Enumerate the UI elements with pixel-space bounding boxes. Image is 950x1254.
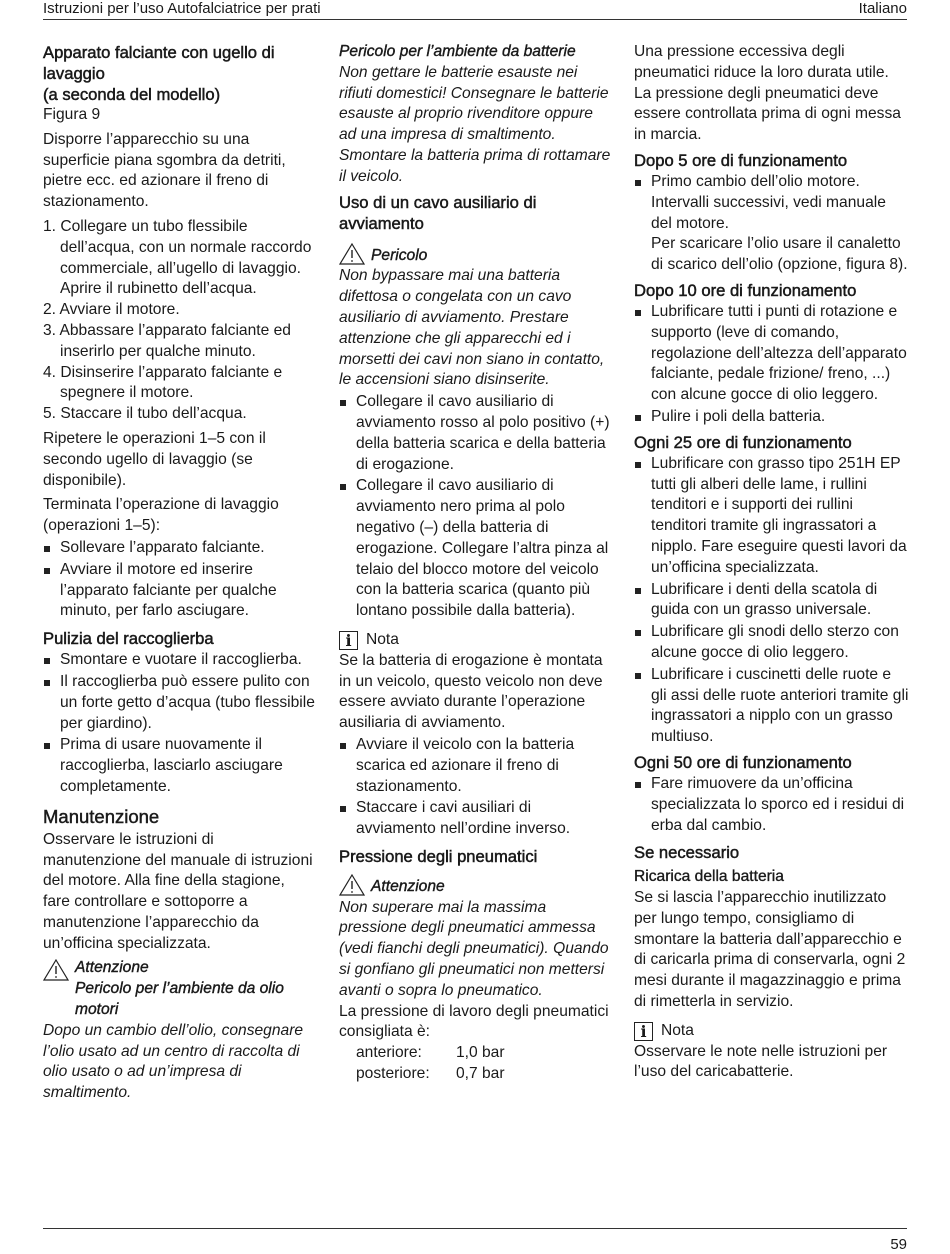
warning-text: Dopo un cambio dell’olio, consegnare l’olio usato ad un centro di raccolta di olio usato o ad un’impresa di smaltimento. xyxy=(43,1021,304,1102)
danger-text: Non bypassare mai una batteria difettosa o congelata con un cavo ausiliario di avviamento. Prestare attenzione che gli apparecchi ed i morsetti dei cavi non siano in contatto, le accensioni siano disinserite. xyxy=(339,267,605,389)
25h-list xyxy=(634,454,909,748)
list-item: Avviare il veicolo con la batteria scarica ed azionare il freno di stazionamento. xyxy=(339,735,611,797)
note-label: Nota xyxy=(661,1021,694,1039)
header-language: Italiano xyxy=(858,0,907,17)
list-item: Lubrificare tutti i punti di rotazione e supporto (leve di comando, regolazione dell’altezza dell’apparato falciante, pedale frizione/ freno, ...) con alcune gocce di olio leggero. xyxy=(634,302,909,406)
tyre-text: La pressione di lavoro degli pneumatici consigliata è: xyxy=(339,1002,609,1041)
after-list xyxy=(43,538,315,622)
info-icon: i xyxy=(634,1022,653,1041)
section-title-if-needed: Se necessario xyxy=(634,843,740,863)
tyre-warning-text: Non superare mai la massima pressione degli pneumatici ammessa (vedi fianchi degli pneumatici). Quando si gonfiano gli pneumatici non mettersi avanti o sopra lo pneumatico. xyxy=(339,898,609,999)
column-3 xyxy=(634,42,909,1083)
list-item: Lubrificare i denti della scatola di guida con un grasso universale. xyxy=(634,580,909,622)
note-list xyxy=(339,735,611,840)
recharge-title: Ricarica della batteria xyxy=(634,868,784,886)
list-item: Il raccoglierba può essere pulito con un forte getto d’acqua (tubo flessibile per giardino). xyxy=(43,672,315,734)
column-1 xyxy=(43,42,315,1104)
10h-list xyxy=(634,302,909,428)
recharge-text: Se si lascia l’apparecchio inutilizzato per lungo tempo, consigliamo di smontare la batteria dall’apparecchio e di caricarla prima di conservarla, ogni 2 mesi durante il magazzinaggio e prima di rimetterla in servizio. xyxy=(634,889,906,1011)
warning-label: Attenzione xyxy=(75,959,149,977)
warning-triangle-icon xyxy=(43,959,69,981)
section-title-maintenance: Manutenzione xyxy=(43,805,160,827)
list-item: Staccare i cavi ausiliari di avviamento nell’ordine inverso. xyxy=(339,798,611,840)
list-item: Primo cambio dell’olio motore. Intervalli successivi, vedi manuale del motore. Per scaricare l’olio usare il canaletto di scarico dell’olio (opzione, figura 8). xyxy=(634,172,909,276)
note-box xyxy=(339,630,611,651)
note-text: Osservare le note nelle istruzioni per l’uso del caricabatterie. xyxy=(634,1042,888,1081)
list-item: Smontare e vuotare il raccoglierba. xyxy=(43,650,315,671)
pressure-rear: posteriore: 0,7 bar xyxy=(356,1065,505,1083)
list-item: Sollevare l’apparato falciante. xyxy=(43,538,315,559)
list-item: Pulire i poli della batteria. xyxy=(634,407,909,428)
step: 4. Disinserire l’apparato falciante e spegnere il motore. xyxy=(43,363,283,402)
danger-label: Pericolo xyxy=(371,246,428,264)
section-title-50h: Ogni 50 ore di funzionamento xyxy=(634,752,852,772)
figure-ref: Figura 9 xyxy=(43,106,101,123)
step: 1. Collegare un tubo flessibile dell’acqua, con un normale raccordo commerciale, all’ugello di lavaggio. Aprire il rubinetto dell’acqua. xyxy=(43,217,312,298)
section-title-5h: Dopo 5 ore di funzionamento xyxy=(634,150,848,170)
wash-steps xyxy=(43,217,315,425)
column-2 xyxy=(339,42,611,1085)
info-icon: i xyxy=(339,631,358,650)
tyre-warning-label: Attenzione xyxy=(371,877,445,895)
list-item: Avviare il motore ed inserire l’apparato falciante per qualche minuto, per farlo asciugare. xyxy=(43,560,315,622)
wash-repeat: Ripetere le operazioni 1–5 con il secondo ugello di lavaggio (se disponibile). xyxy=(43,429,266,489)
note-box xyxy=(634,1021,909,1042)
warning-triangle-icon xyxy=(339,874,365,896)
maintenance-text: Osservare le istruzioni di manutenzione del manuale di istruzioni del motore. Alla fine della stagione, fare controllare e sottoporre a manutenzione l’apparecchio da un’officina specializzata. xyxy=(43,830,313,952)
page-header xyxy=(43,0,907,20)
list-item: Prima di usare nuovamente il raccoglierba, lasciarlo asciugare completamente. xyxy=(43,735,315,797)
note-text: Se la batteria di erogazione è montata in un veicolo, questo veicolo non deve essere avviato durante l’operazione ausiliaria di avviamento. xyxy=(339,651,603,732)
battery-env-text: Non gettare le batterie esauste nei rifiuti domestici! Consegnare le batterie esauste al proprio rivenditore oppure ad una impresa di smaltimento. Smontare la batteria prima di rottamare il veicolo. xyxy=(339,63,611,185)
step: 3. Abbassare l’apparato falciante ed inserirlo per qualche minuto. xyxy=(43,321,291,360)
list-item: Lubrificare i cuscinetti delle ruote e gli assi delle ruote anteriori tramite gli ingrassatori a nipplo con un grasso multiuso. xyxy=(634,665,909,748)
warning-oil xyxy=(43,958,315,1020)
danger-notice xyxy=(339,242,611,267)
footer-rule xyxy=(43,1228,907,1229)
section-title-25h: Ogni 25 ore di funzionamento xyxy=(634,432,852,452)
pressure-text: Una pressione eccessiva degli pneumatici riduce la loro durata utile. La pressione degli pneumatici deve essere controllata prima di ogni messa in marcia. xyxy=(634,43,901,144)
list-item: Collegare il cavo ausiliario di avviamento rosso al polo positivo (+) della batteria scarica e della batteria di erogazione. xyxy=(339,392,611,475)
list-item: Collegare il cavo ausiliario di avviamento nero prima al polo negativo (–) della batteria di erogazione. Collegare l’altra pinza al telaio del blocco motore del veicolo con la batteria scarica (quanto più lontano possibile dalla batteria). xyxy=(339,476,611,622)
section-title-wash: Apparato falciante con ugello di lavaggio (a seconda del modello) xyxy=(43,43,275,104)
header-title: Istruzioni per l’uso Autofalciatrice per prati xyxy=(43,0,321,17)
50h-list xyxy=(634,774,909,836)
warning-subtitle: Pericolo per l’ambiente da olio motori xyxy=(75,980,284,1019)
note-label: Nota xyxy=(366,630,399,648)
section-title-clean: Pulizia del raccoglierba xyxy=(43,629,214,649)
clean-list xyxy=(43,650,315,798)
section-title-cable: Uso di un cavo ausiliario di avviamento xyxy=(339,192,537,233)
list-item: Lubrificare gli snodi dello sterzo con alcune gocce di olio leggero. xyxy=(634,622,909,664)
5h-list xyxy=(634,172,909,276)
pressure-front: anteriore: 1,0 bar xyxy=(356,1044,505,1062)
battery-env-title: Pericolo per l’ambiente da batterie xyxy=(339,43,576,60)
step: 5. Staccare il tubo dell’acqua. xyxy=(43,405,247,423)
list-item: Lubrificare con grasso tipo 251H EP tutti gli alberi delle lame, i rullini tenditori e i supporti dei rullini tenditori tramite gli ingrassatori a nipplo. Fare eseguire questi lavori da un’officina specializzata. xyxy=(634,454,909,579)
step: 2. Avviare il motore. xyxy=(43,301,180,319)
list-item: Fare rimuovere da un’officina specializzata lo sporco ed i residui di erba dal cambio. xyxy=(634,774,909,836)
section-title-10h: Dopo 10 ore di funzionamento xyxy=(634,280,857,300)
cable-list xyxy=(339,392,611,622)
page-number: 59 xyxy=(890,1236,907,1253)
warning-triangle-icon xyxy=(339,243,365,265)
tyre-warning xyxy=(339,873,611,898)
wash-after: Terminata l’operazione di lavaggio (operazioni 1–5): xyxy=(43,496,279,535)
wash-intro: Disporre l’apparecchio su una superficie piana sgombra da detriti, pietre ecc. ed azionare il freno di stazionamento. xyxy=(43,130,286,211)
section-title-tyres: Pressione degli pneumatici xyxy=(339,846,538,866)
pressure-table xyxy=(339,1043,611,1085)
